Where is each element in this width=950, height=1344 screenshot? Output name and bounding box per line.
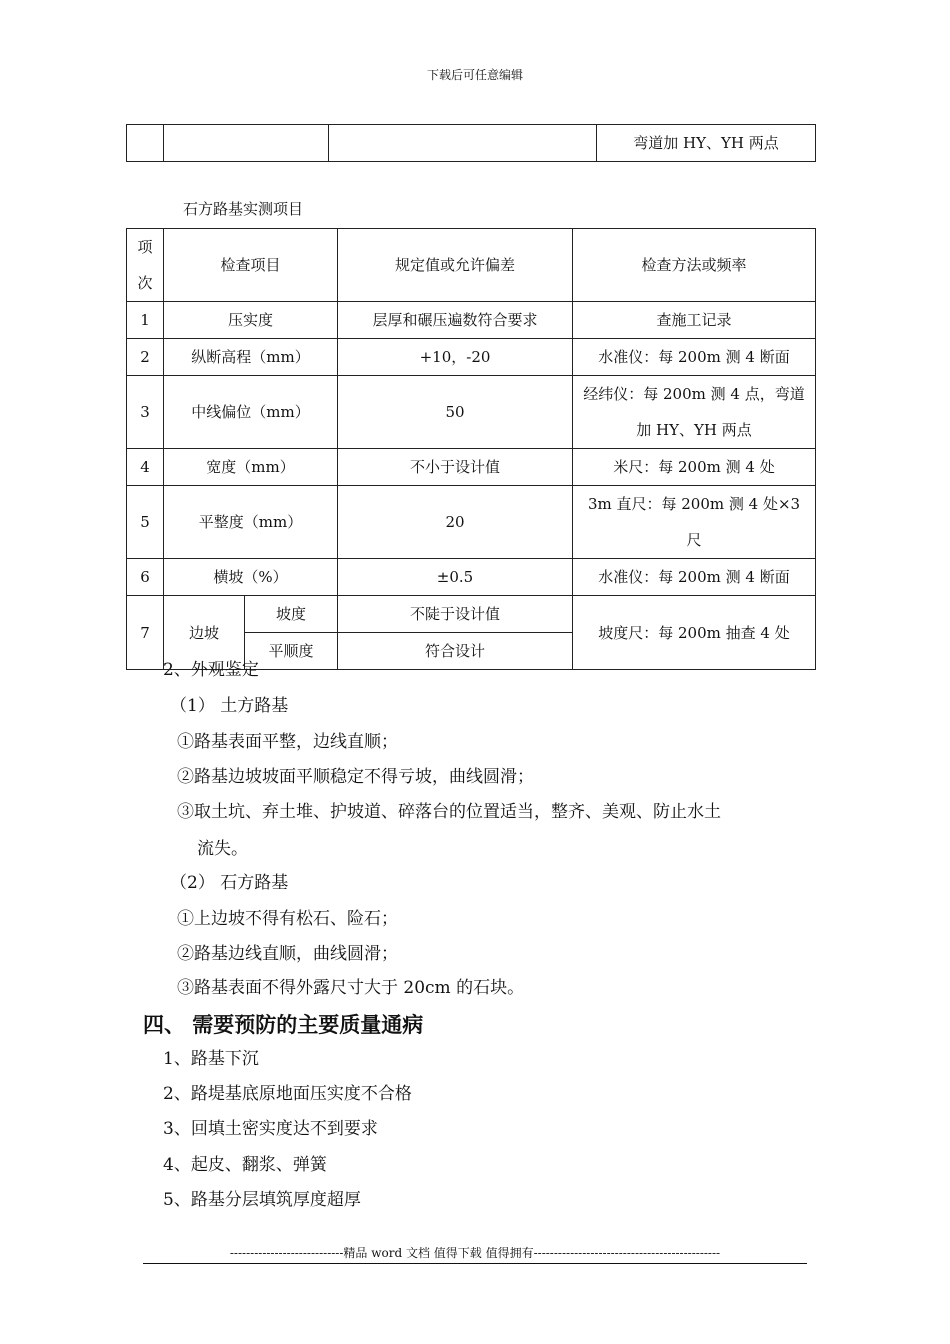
row-spec: 50 (338, 376, 573, 449)
row-no: 4 (127, 449, 164, 486)
list-item: ③路基表面不得外露尺寸大于 20cm 的石块。 (177, 978, 525, 998)
row-method: 米尺：每 200m 测 4 处 (573, 449, 816, 486)
continued-table (126, 124, 816, 162)
row-method: 3m 直尺：每 200m 测 4 处×3 尺 (573, 486, 816, 559)
table-caption: 石方路基实测项目 (183, 200, 304, 218)
row-subitem: 平顺度 (245, 633, 338, 670)
row-method: 查施工记录 (573, 302, 816, 339)
table-row (127, 486, 816, 559)
list-item: ②路基边线直顺，曲线圆滑； (177, 944, 398, 964)
table-header-row (127, 229, 816, 302)
list-item: 1、路基下沉 (163, 1049, 259, 1069)
header-spec: 规定值或允许偏差 (338, 229, 573, 302)
soil-subgrade-title: （1） 土方路基 (170, 696, 289, 716)
list-item: 2、路堤基底原地面压实度不合格 (163, 1084, 412, 1104)
row-spec: 层厚和碾压遍数符合要求 (338, 302, 573, 339)
row-method: 经纬仪：每 200m 测 4 点，弯道 加 HY、YH 两点 (573, 376, 816, 449)
list-item: ③取土坑、弃土堆、护坡道、碎落台的位置适当，整齐、美观、防止水土 (177, 802, 721, 822)
table-row (127, 596, 816, 633)
table-row (127, 302, 816, 339)
list-item: ②路基边坡坡面平顺稳定不得亏坡，曲线圆滑； (177, 767, 534, 787)
row-subitem: 坡度 (245, 596, 338, 633)
row-item: 平整度（mm） (164, 486, 338, 559)
row-method: 水准仪：每 200m 测 4 断面 (573, 559, 816, 596)
row-spec: 不陡于设计值 (338, 596, 573, 633)
list-item: ①上边坡不得有松石、险石； (177, 909, 398, 929)
header-item: 检查项目 (164, 229, 338, 302)
row-item: 中线偏位（mm） (164, 376, 338, 449)
header-note: 下载后可任意编辑 (426, 68, 523, 82)
table-row (127, 449, 816, 486)
row-no: 3 (127, 376, 164, 449)
footer-divider (143, 1263, 807, 1264)
list-item: 5、路基分层填筑厚度超厚 (163, 1190, 361, 1210)
table-row (127, 376, 816, 449)
table-cell (329, 125, 597, 162)
row-item: 纵断高程（mm） (164, 339, 338, 376)
row-no: 1 (127, 302, 164, 339)
row-method: 水准仪：每 200m 测 4 断面 (573, 339, 816, 376)
table-row (127, 125, 816, 162)
row-item: 边坡 (164, 596, 245, 670)
section-heading: 四、 需要预防的主要质量通病 (143, 1013, 424, 1037)
list-item: ①路基表面平整，边线直顺； (177, 732, 398, 752)
list-item: 4、起皮、翻浆、弹簧 (163, 1155, 327, 1175)
table-row (127, 339, 816, 376)
footer-text: ----------------------------精品 word 文档 值得下载 值得拥有---------------------------------------------- (229, 1246, 721, 1260)
row-no: 2 (127, 339, 164, 376)
appearance-title: 2、外观鉴定 (163, 660, 259, 680)
row-spec: 20 (338, 486, 573, 559)
row-item: 压实度 (164, 302, 338, 339)
row-no: 5 (127, 486, 164, 559)
row-no: 7 (127, 596, 164, 670)
table-cell (127, 125, 164, 162)
list-item: 流失。 (197, 839, 248, 859)
inspection-table (126, 228, 816, 670)
table-cell (164, 125, 329, 162)
row-spec: ±0.5 (338, 559, 573, 596)
row-item: 横坡（%） (164, 559, 338, 596)
row-no: 6 (127, 559, 164, 596)
row-method: 坡度尺：每 200m 抽查 4 处 (573, 596, 816, 670)
row-spec: 不小于设计值 (338, 449, 573, 486)
row-spec: 符合设计 (338, 633, 573, 670)
table-cell: 弯道加 HY、YH 两点 (597, 125, 816, 162)
row-item: 宽度（mm） (164, 449, 338, 486)
stone-subgrade-title: （2） 石方路基 (170, 873, 289, 893)
header-no: 项 次 (127, 229, 164, 302)
row-spec: +10，-20 (338, 339, 573, 376)
list-item: 3、回填土密实度达不到要求 (163, 1119, 378, 1139)
header-method: 检查方法或频率 (573, 229, 816, 302)
table-row (127, 559, 816, 596)
